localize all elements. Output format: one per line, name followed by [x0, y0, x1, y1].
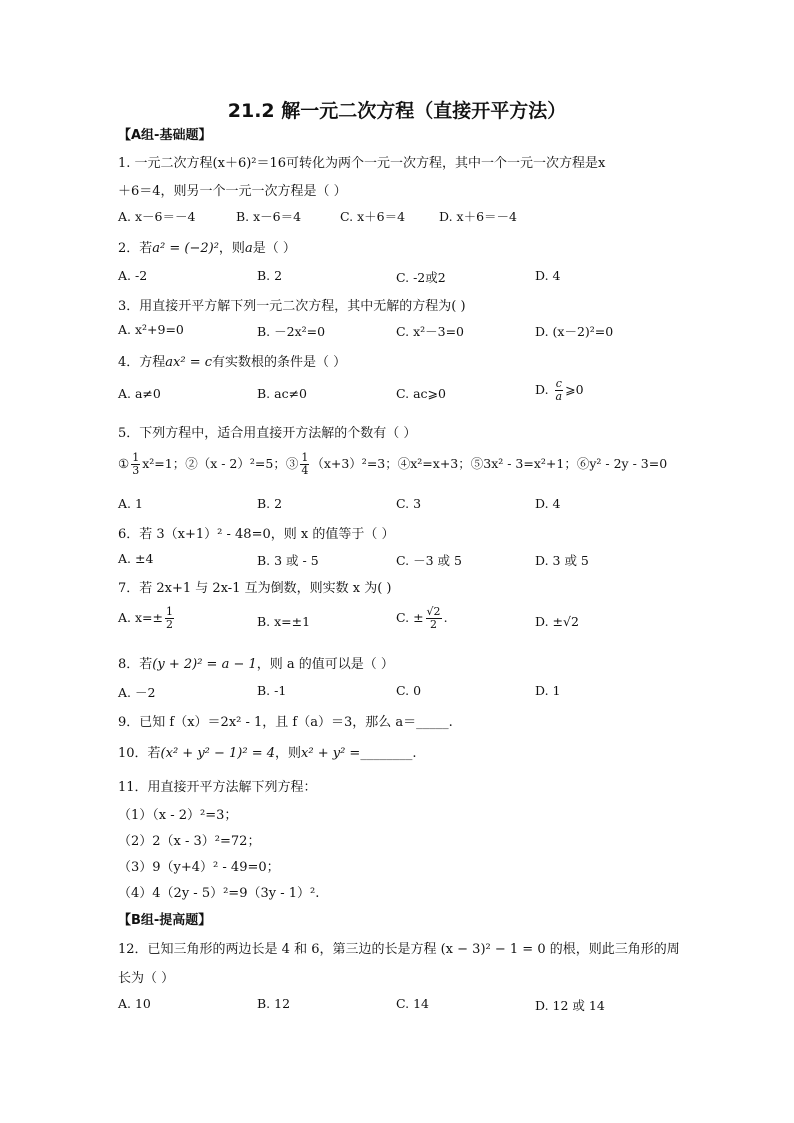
question-5-option-a: A. 1 — [118, 496, 143, 511]
question-8-equation: (y + 2)² = a − 1 — [152, 657, 257, 672]
question-2-mid: ，则 — [218, 241, 245, 256]
question-7-option-d: D. ±√2 — [535, 614, 579, 629]
question-7-option-b: B. x=±1 — [257, 614, 311, 629]
fraction-numerator: 1 — [132, 451, 140, 464]
question-12-option-a: A. 10 — [118, 996, 151, 1011]
question-5-option-c: C. 3 — [396, 496, 422, 511]
question-10-equation: (x² + y² − 1)² = 4 — [160, 746, 276, 761]
fraction-denominator: 2 — [165, 618, 173, 631]
question-4-option-d-label: D. — [535, 382, 549, 397]
question-2-option-b: B. 2 — [257, 268, 283, 283]
question-7-options — [118, 605, 698, 644]
question-3-option-b: B. －2x²=0 — [257, 324, 326, 339]
question-5-option-b: B. 2 — [257, 496, 283, 511]
question-1-options — [118, 207, 698, 227]
question-8 — [118, 653, 394, 672]
question-2-option-d: D. 4 — [535, 268, 561, 283]
question-4-prefix: 4．方程 — [118, 355, 166, 370]
question-1-line-1: 1. 一元二次方程(x＋6)²＝16可转化为两个一元一次方程，其中一个一元一次方程是x — [118, 156, 606, 171]
question-12-option-b: B. 12 — [257, 996, 291, 1011]
question-5-fraction-2 — [300, 452, 309, 477]
question-5-fraction-1 — [131, 452, 140, 477]
question-2-equation: a² = (−2)² — [152, 241, 219, 256]
question-11-item-1: （1）（x - 2）²=3； — [118, 808, 238, 823]
question-8-prefix: 8．若 — [118, 657, 153, 672]
question-8-suffix: ，则 a 的值可以是（ ） — [256, 657, 394, 672]
question-1-option-c: C. x＋6＝4 — [340, 209, 406, 224]
question-2-option-a: A. -2 — [118, 268, 148, 283]
question-5-options — [118, 496, 698, 516]
question-7-option-c-suffix: . — [443, 610, 448, 625]
question-8-option-c: C. 0 — [396, 683, 422, 698]
question-2-suffix: 是（ ） — [252, 241, 296, 256]
question-1-option-a: A. x－6＝－4 — [118, 209, 196, 224]
question-8-option-b: B. -1 — [257, 683, 287, 698]
question-3-option-a: A. x²+9=0 — [118, 322, 184, 337]
question-6-option-b: B. 3 或 - 5 — [257, 553, 319, 568]
question-12-line-1: 12．已知三角形的两边长是 4 和 6，第三边的长是方程 (x − 3)² − 1 = 0 的根，则此三角形的周 — [118, 942, 680, 957]
question-10 — [118, 742, 416, 761]
question-1-line-2: ＋6＝4，则另一个一元一次方程是（ ） — [118, 184, 347, 199]
question-7-option-c-fraction — [426, 606, 442, 631]
question-7-option-a-label: A. x=± — [118, 610, 163, 625]
question-5-equations — [118, 452, 667, 477]
question-4-option-a: A. a≠0 — [118, 386, 161, 401]
question-7: 7．若 2x+1 与 2x-1 互为倒数，则实数 x 为( ) — [118, 581, 392, 596]
question-5-option-d: D. 4 — [535, 496, 561, 511]
question-1-option-d: D. x＋6＝－4 — [439, 209, 517, 224]
section-a-heading: 【A组-基础题】 — [118, 128, 212, 143]
question-2-prefix: 2．若 — [118, 241, 153, 256]
question-1-option-b: B. x－6＝4 — [236, 209, 302, 224]
question-5-equations-part-3: （x+3）²=3；④x²=x+3；⑤3x² - 3=x²+1；⑥y² - 2y - 3=0 — [311, 456, 668, 471]
fraction-denominator: 4 — [301, 464, 309, 477]
question-3-option-c: C. x²－3=0 — [396, 324, 465, 339]
fraction-numerator: 1 — [301, 451, 309, 464]
equation-marker-1: ① — [118, 456, 130, 471]
page-title: 21.2 解一元二次方程（直接开平方法） — [227, 100, 567, 122]
fraction-numerator: c — [555, 377, 562, 390]
question-6-option-d: D. 3 或 5 — [535, 553, 589, 568]
fraction-denominator: 2 — [430, 618, 438, 631]
question-4-option-b: B. ac≠0 — [257, 386, 308, 401]
question-9: 9．已知 f（x）＝2x² - 1，且 f（a）＝3，那么 a＝_____. — [118, 715, 453, 730]
fraction-numerator: 1 — [165, 605, 173, 618]
question-8-option-d: D. 1 — [535, 683, 561, 698]
question-11: 11．用直接开平方法解下列方程： — [118, 780, 317, 795]
question-2-option-c: C. -2或2 — [396, 270, 446, 285]
question-5: 5．下列方程中，适合用直接开方法解的个数有（ ） — [118, 426, 417, 441]
question-4-equation: ax² = c — [165, 355, 213, 370]
question-4-option-d-suffix: ⩾0 — [565, 382, 584, 397]
fraction-denominator: a — [555, 390, 563, 403]
question-2 — [118, 237, 296, 256]
question-3-option-d: D. (x－2)²=0 — [535, 324, 614, 339]
question-4-option-c: C. ac⩾0 — [396, 386, 446, 401]
question-6: 6．若 3（x+1）² - 48=0，则 x 的值等于（ ） — [118, 527, 395, 542]
question-8-options — [118, 683, 698, 703]
section-b-heading: 【B组-提高题】 — [118, 913, 212, 928]
question-11-item-4: （4）4（2y - 5）²=9（3y - 1）². — [118, 886, 320, 901]
question-10-suffix: ________. — [360, 746, 417, 761]
question-10-equation-2: x² + y² = — [301, 746, 361, 761]
question-12-option-c: C. 14 — [396, 996, 429, 1011]
question-3-options — [118, 322, 698, 342]
question-11-item-3: （3）9（y+4）² - 49=0； — [118, 860, 280, 875]
question-4 — [118, 351, 346, 370]
question-6-options — [118, 551, 698, 571]
question-4-options — [118, 377, 698, 414]
question-12-option-d: D. 12 或 14 — [535, 998, 605, 1013]
question-10-mid: ，则 — [275, 746, 302, 761]
question-7-option-c — [396, 606, 448, 631]
question-6-option-a: A. ±4 — [118, 551, 154, 566]
question-12-line-2: 长为（ ） — [118, 971, 175, 986]
question-10-prefix: 10．若 — [118, 746, 161, 761]
fraction-denominator: 3 — [132, 464, 140, 477]
question-12-options — [118, 996, 698, 1016]
question-7-option-a — [118, 606, 176, 631]
question-8-option-a: A. －2 — [118, 685, 156, 700]
question-7-option-c-label: C. ± — [396, 610, 424, 625]
question-4-option-d-fraction — [555, 378, 564, 403]
question-6-option-c: C. －3 或 5 — [396, 553, 462, 568]
fraction-numerator: √2 — [426, 605, 441, 618]
question-11-item-2: （2）2（x - 3）²=72； — [118, 834, 261, 849]
question-4-option-d — [535, 378, 584, 403]
question-3: 3．用直接开平方解下列一元二次方程，其中无解的方程为( ) — [118, 299, 466, 314]
question-2-options — [118, 268, 698, 288]
question-2-variable: a — [244, 241, 253, 256]
question-5-equations-part-2: x²=1；②（x - 2）²=5；③ — [142, 456, 299, 471]
question-7-option-a-fraction — [165, 606, 174, 631]
question-4-suffix: 有实数根的条件是（ ） — [212, 355, 347, 370]
